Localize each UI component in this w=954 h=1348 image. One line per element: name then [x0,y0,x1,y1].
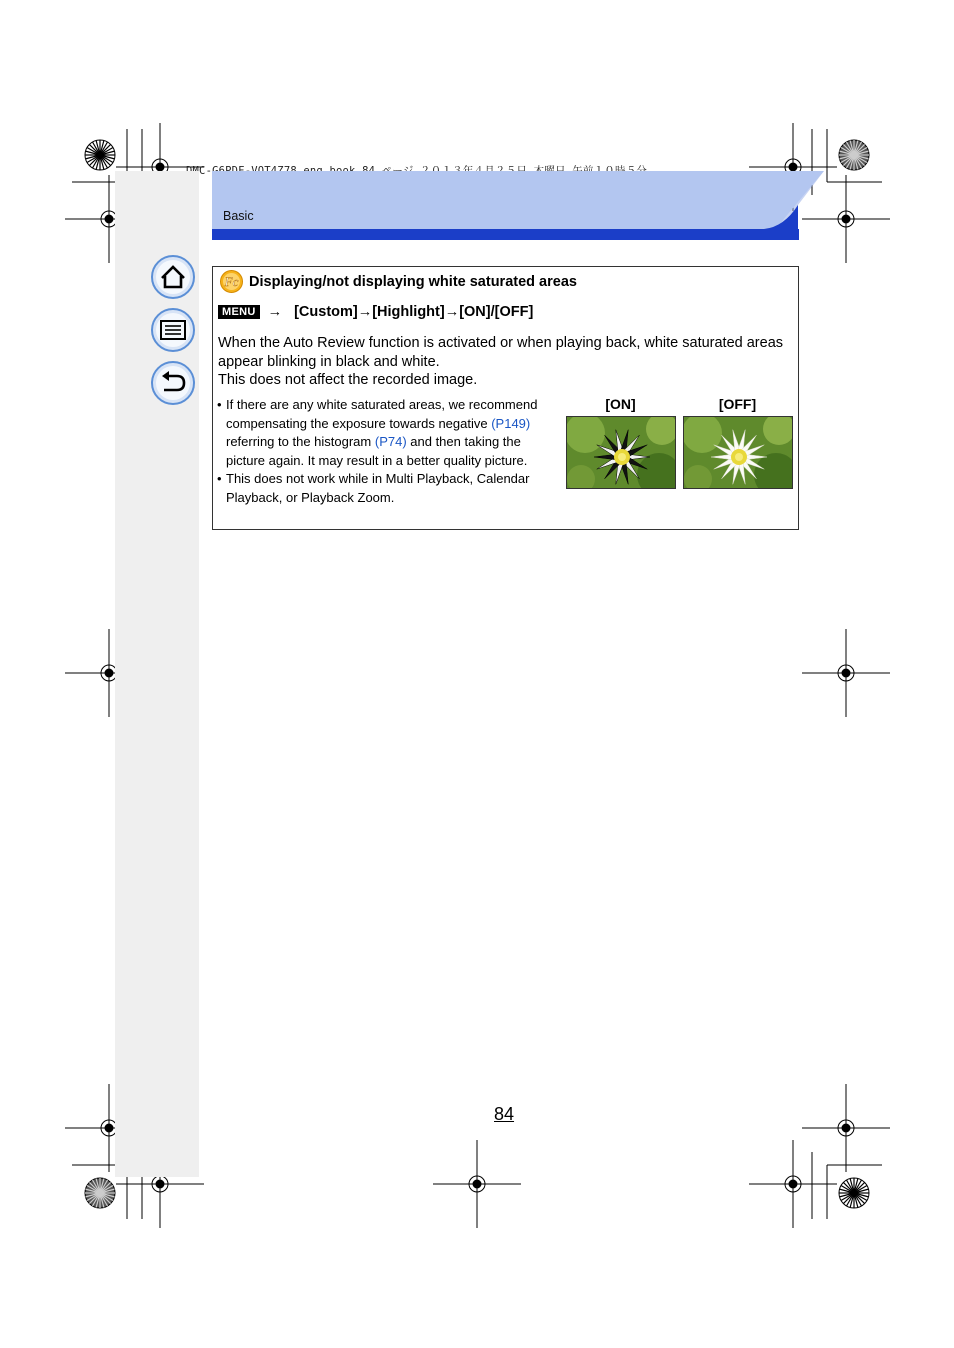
section-header [212,171,827,241]
page-number: 84 [494,1104,515,1124]
note-text: If there are any white saturated areas, we recommend compensating the exposure towards negative [226,397,538,431]
feature-description [218,334,793,390]
flower-image-off [683,416,793,489]
home-icon [150,254,196,300]
menu-badge: MENU [218,305,260,319]
feature-title: Displaying/not displaying white saturated areas [249,274,577,290]
back-button[interactable] [150,360,196,406]
page-link-p74[interactable]: (P74) [374,434,407,449]
svg-text:Fc: Fc [224,274,239,289]
image-label-on: [ON] [605,396,636,412]
page-link-p149[interactable]: (P149) [491,415,531,431]
menu-path-text: [Custom]→[Highlight]→[ON]/[OFF] [294,304,534,320]
menu-arrow: → [267,304,283,320]
custom-menu-icon [219,269,244,294]
note-item [217,396,553,470]
section-label: Basic [223,209,254,223]
note-text: and then taking the picture again. It may result in a better quality picture. [226,434,528,468]
home-button[interactable] [150,254,196,300]
menu-path [218,304,533,320]
description-line: This does not affect the recorded image. [218,372,478,388]
image-label-off: [OFF] [718,396,757,412]
flower-image-on [566,416,676,489]
note-text: referring to the histogram [226,434,375,449]
return-icon [150,360,196,406]
list-icon [150,307,196,353]
description-line: When the Auto Review function is activated or when playing back, white saturated areas appear blinking in black and white. [218,335,784,370]
contents-button[interactable] [150,307,196,353]
note-item: • This does not work while in Multi Playback, Calendar Playback, or Playback Zoom. [217,470,553,507]
notes-list [217,396,553,507]
